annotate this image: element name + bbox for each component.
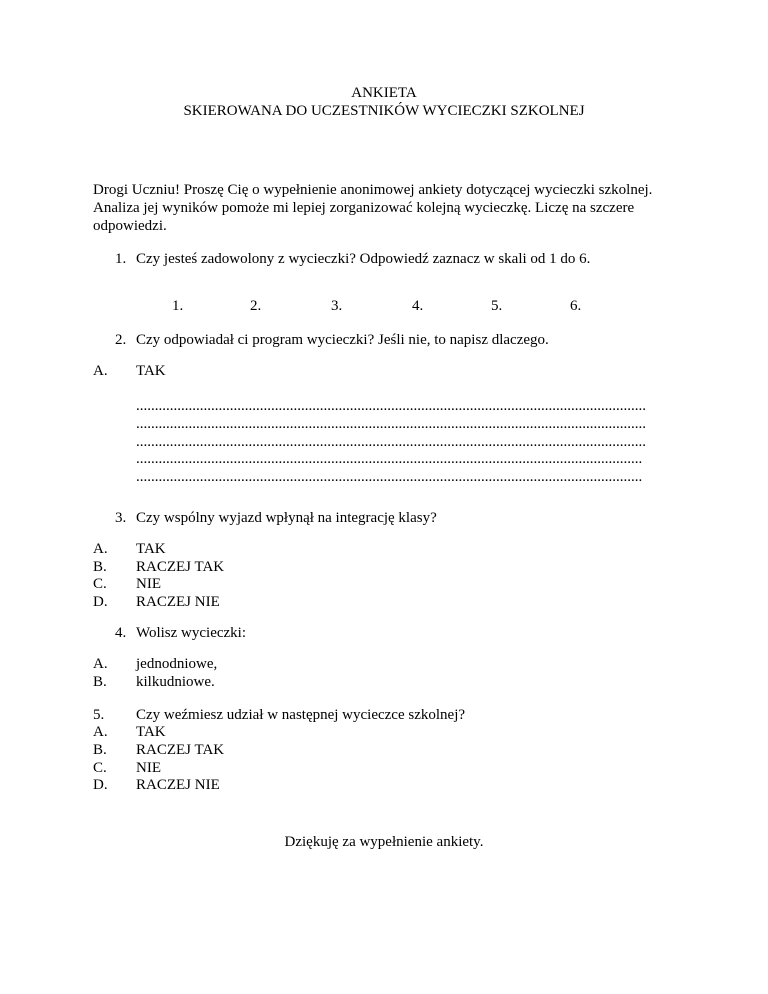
question-text: Czy odpowiadał ci program wycieczki? Jeśli nie, to napisz dlaczego. (136, 332, 549, 348)
intro-line: Analiza jej wyników pomoże mi lepiej zorganizować kolejną wycieczkę. Liczę na szczere (93, 200, 635, 216)
scale-option[interactable]: 6. (570, 298, 582, 314)
option-label: TAK (136, 724, 166, 740)
scale-option[interactable]: 2. (250, 298, 262, 314)
question-number: 4. (115, 625, 127, 641)
scale-option[interactable]: 3. (331, 298, 343, 314)
option-label: RACZEJ TAK (136, 742, 225, 758)
intro-line: Drogi Uczniu! Proszę Cię o wypełnienie anonimowej ankiety dotyczącej wycieczki szkolnej. (93, 182, 653, 198)
option-label: kilkudniowe. (136, 674, 215, 690)
option-label: jednodniowe, (136, 656, 218, 672)
question-number: 2. (115, 332, 127, 348)
option-label: RACZEJ TAK (136, 559, 225, 575)
question-number: 5. (93, 707, 105, 723)
option-label: NIE (136, 576, 161, 592)
option-letter: A. (93, 541, 108, 557)
option-letter: A. (93, 363, 108, 379)
question-text: Wolisz wycieczki: (136, 625, 247, 641)
answer-line[interactable]: ........................................................................................................................................ (136, 416, 646, 432)
option-letter: D. (93, 594, 108, 610)
intro-line: odpowiedzi. (93, 218, 167, 234)
question-text: Czy wspólny wyjazd wpłynął na integrację klasy? (136, 510, 437, 526)
option-label: RACZEJ NIE (136, 777, 220, 793)
option-letter: C. (93, 760, 107, 776)
option-letter: B. (93, 742, 107, 758)
option-label: TAK (136, 541, 166, 557)
option-letter: B. (93, 559, 107, 575)
question-text: Czy weźmiesz udział w następnej wycieczce szkolnej? (136, 707, 466, 723)
option-letter: D. (93, 777, 108, 793)
option-letter: A. (93, 656, 108, 672)
option-label: RACZEJ NIE (136, 594, 220, 610)
option-letter: B. (93, 674, 107, 690)
document-subtitle: SKIEROWANA DO UCZESTNIKÓW WYCIECZKI SZKOLNEJ (183, 103, 585, 119)
scale-option[interactable]: 1. (172, 298, 184, 314)
answer-line[interactable]: ........................................................................................................................................ (136, 398, 646, 414)
answer-line[interactable]: ........................................................................................................................................ (136, 434, 646, 450)
answer-line[interactable]: ....................................................................................................................................... (136, 469, 643, 485)
question-number: 3. (115, 510, 127, 526)
answer-line[interactable]: ....................................................................................................................................... (136, 451, 643, 467)
document-title: ANKIETA (351, 85, 417, 101)
scale-option[interactable]: 4. (412, 298, 424, 314)
thank-you-note: Dziękuję za wypełnienie ankiety. (284, 834, 484, 850)
intro-paragraph (93, 181, 683, 235)
option-letter: A. (93, 724, 108, 740)
option-label: TAK (136, 363, 166, 379)
option-letter: C. (93, 576, 107, 592)
option-label: NIE (136, 760, 161, 776)
scale-option[interactable]: 5. (491, 298, 503, 314)
question-text: Czy jesteś zadowolony z wycieczki? Odpowiedź zaznacz w skali od 1 do 6. (136, 251, 591, 267)
question-number: 1. (115, 251, 127, 267)
